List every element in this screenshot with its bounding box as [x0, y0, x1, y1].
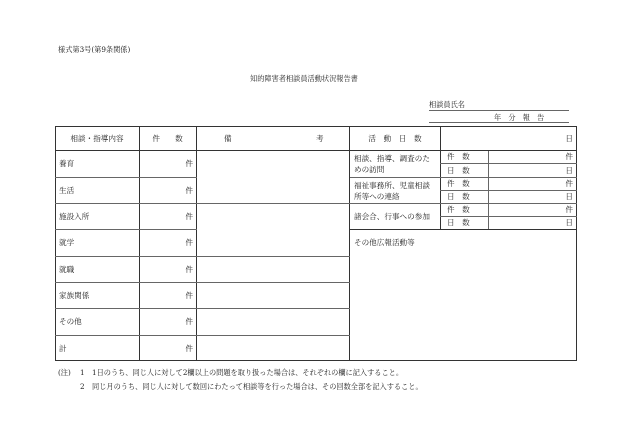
name-underline: [429, 110, 569, 111]
other-pr-activities-label: その他広報活動等: [354, 238, 415, 247]
row-label-living: 生活: [59, 185, 75, 195]
count-label: 件 数: [447, 152, 470, 161]
row-unit: 件: [185, 343, 193, 353]
activity-visit-label: [354, 153, 430, 175]
row-line: [350, 229, 577, 230]
note-text: 1日のうち、同じ人に対して2欄以上の問題を取り扱った場合は、それぞれの欄に記入すること。: [92, 368, 404, 377]
header-notes-1: 備: [224, 133, 232, 143]
report-period: 年 分 報 告: [494, 113, 545, 122]
row-unit: 件: [185, 185, 193, 195]
activity-label-line: めの訪問: [354, 165, 385, 174]
days-label: 日 数: [447, 218, 470, 227]
header-activity-days: 活 動 日 数: [368, 133, 422, 143]
row-unit: 件: [185, 264, 193, 274]
days-unit: 日: [565, 218, 573, 227]
form-number: 様式第3号(第9条関係): [58, 45, 131, 54]
row-label-schooling: 就学: [59, 238, 75, 247]
activity-label-line: 相談、指導、調査のた: [354, 154, 430, 163]
note-number: 1: [80, 368, 85, 377]
header-count: 件 数: [152, 133, 183, 143]
header-category: 相談・指導内容: [70, 133, 124, 143]
activity-meetings-label: 諸会合、行事への参加: [354, 211, 430, 221]
count-unit: 件: [565, 179, 573, 188]
row-label-nurturing: 養育: [59, 159, 75, 168]
count-unit: 件: [565, 205, 573, 214]
note-number: 2: [80, 382, 85, 391]
period-underline: [429, 122, 569, 123]
activity-label-line: 所等への連絡: [354, 192, 400, 201]
header-notes-2: 考: [316, 133, 324, 143]
days-unit: 日: [565, 192, 573, 201]
col-divider-2: [196, 126, 197, 361]
activity-label-line: 福祉事務所、児童相談: [354, 181, 430, 190]
row-unit: 件: [185, 159, 193, 168]
row-unit: 件: [185, 317, 193, 326]
days-label: 日 数: [447, 192, 470, 201]
count-unit: 件: [565, 152, 573, 161]
activity-liaison-label: [354, 180, 430, 202]
days-label: 日 数: [447, 165, 470, 175]
count-label: 件 数: [447, 205, 470, 214]
row-unit: 件: [185, 238, 193, 247]
row-label-facility: 施設入所: [59, 211, 90, 221]
document-title: 知的障害者相談員活動状況報告書: [250, 74, 358, 83]
row-label-total: 計: [59, 343, 67, 353]
row-label-family: 家族関係: [59, 290, 90, 300]
days-unit: 日: [565, 165, 573, 175]
header-days-unit: 日: [565, 133, 573, 143]
note-text: 同じ月のうち、同じ人に対して数回にわたって相談等を行った場合は、その回数全部を記入すること。: [92, 382, 423, 391]
row-unit: 件: [185, 290, 193, 300]
row-label-other: その他: [59, 317, 82, 326]
counselor-name-label: 相談員氏名: [429, 100, 465, 109]
count-label: 件 数: [447, 179, 470, 188]
row-label-employment: 就職: [59, 264, 75, 274]
notes-prefix: (注): [58, 368, 71, 377]
row-unit: 件: [185, 211, 193, 221]
